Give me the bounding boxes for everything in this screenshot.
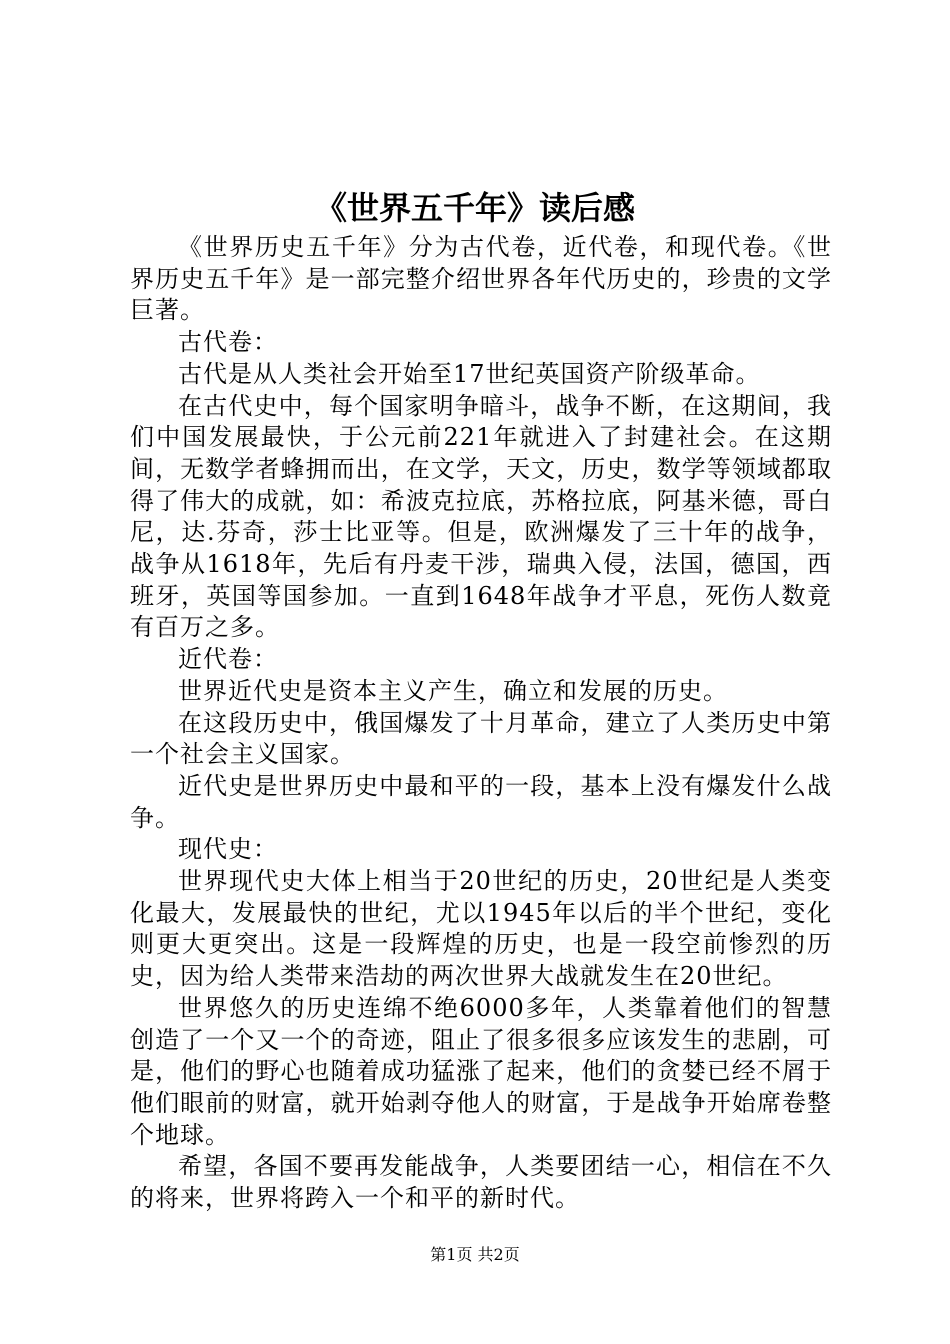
paragraph-ancient-history: 在古代史中，每个国家明争暗斗，战争不断，在这期间，我们中国发展最快，于公元前221年就进入了封建社会。在这期间，无数学者蜂拥而出，在文学，天文，历史，数学等领域都取得了伟大的成就，如：希波克拉底，苏格拉底，阿基米德，哥白尼，达.芬奇，莎士比亚等。但是，欧洲爆发了三十年的战争，战争从1618年，先后有丹麦干涉，瑞典入侵，法国，德国，西班牙，英国等国参加。一直到1648年战争才平息，死伤人数竟有百万之多。 <box>130 391 832 642</box>
paragraph-ancient-definition: 古代是从人类社会开始至17世纪英国资产阶级革命。 <box>178 359 761 388</box>
document-body <box>130 232 832 1215</box>
paragraph-intro: 《世界历史五千年》分为古代卷，近代卷，和现代卷。《世界历史五千年》是一部完整介绍世界各年代历史的，珍贵的文学巨著。 <box>130 233 832 325</box>
paragraph-contemporary-history: 世界现代史大体上相当于20世纪的历史，20世纪是人类变化最大，发展最快的世纪，尤以1945年以后的半个世纪，变化则更大更突出。这是一段辉煌的历史，也是一段空前惨烈的历史，因为给人类带来浩劫的两次世界大战就发生在20世纪。 <box>130 867 832 991</box>
page-footer <box>0 1245 950 1265</box>
section-heading-modern-early: 近代卷： <box>178 645 278 674</box>
paragraph-october-revolution: 在这段历史中，俄国爆发了十月革命，建立了人类历史中第一个社会主义国家。 <box>130 708 832 769</box>
document-title: 《世界五千年》读后感 <box>314 189 635 227</box>
paragraph-modern-definition: 世界近代史是资本主义产生，确立和发展的历史。 <box>178 676 728 705</box>
section-heading-contemporary: 现代史： <box>178 835 278 864</box>
paragraph-conclusion: 希望，各国不要再发能战争，人类要团结一心，相信在不久的将来，世界将跨入一个和平的新时代。 <box>130 1152 832 1213</box>
page-total: 共2页 <box>477 1245 520 1264</box>
section-heading-ancient: 古代卷： <box>178 328 278 357</box>
paragraph-modern-peace: 近代史是世界历史中最和平的一段，基本上没有爆发什么战争。 <box>130 771 832 832</box>
paragraph-reflection: 世界悠久的历史连绵不绝6000多年，人类靠着他们的智慧创造了一个又一个的奇迹，阻止了很多很多应该发生的悲剧，可是，他们的野心也随着成功猛涨了起来，他们的贪婪已经不屑于他们眼前的财富，就开始剥夺他人的财富，于是战争开始席卷整个地球。 <box>130 993 832 1149</box>
page-number: 第1页 <box>430 1245 473 1264</box>
